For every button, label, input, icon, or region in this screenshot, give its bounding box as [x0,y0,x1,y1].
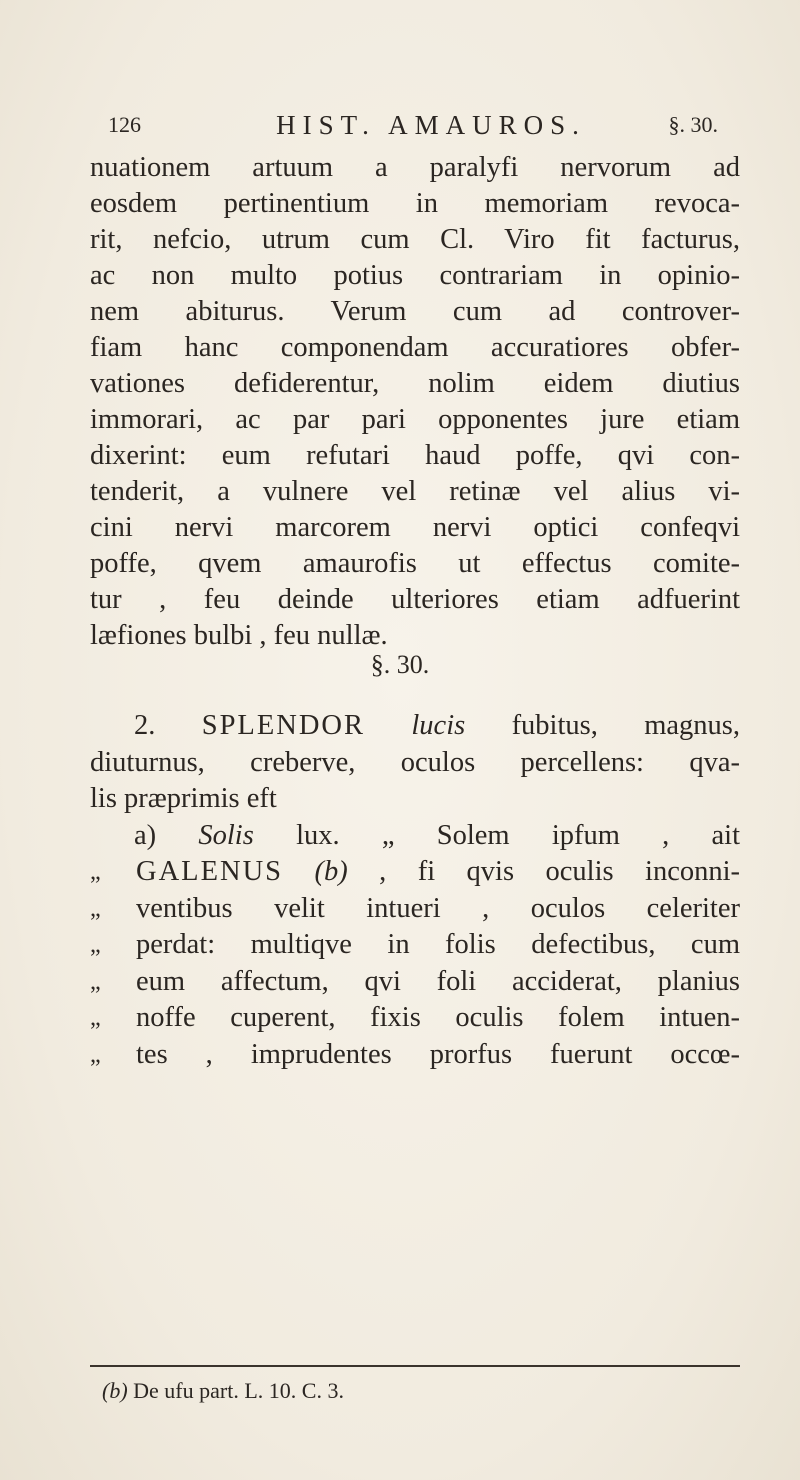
page-number: 126 [108,112,141,137]
quote-mark: „ [90,1041,101,1068]
text-line: eosdem pertinentium in memoriam revoca- [90,188,740,219]
quote-mark: „ [90,895,101,922]
quoted-line [90,1037,740,1074]
quote-mark: „ [90,932,101,958]
text-line: lis præprimis eft [90,783,277,814]
text-fragment: fubitus, magnus, [511,710,740,741]
text-fragment: , fi qvis oculis inconni- [379,856,741,887]
quoted-line [90,891,740,928]
text-line: tur , feu deinde ulteriores etiam adfuerint [90,584,740,615]
quote-mark: „ [90,1005,101,1031]
item-number: 2. [134,710,156,741]
author-name: GALENUS [136,856,283,887]
text-line: fiam hanc componendam accuratiores obfer- [90,332,740,363]
text-line [90,818,740,855]
quoted-text: perdat: multiqve in folis defectibus, cum [136,929,740,960]
quoted-text: ventibus velit intueri , oculos celeriter [136,892,740,924]
footnote-text: De ufu part. L. 10. C. 3. [133,1378,344,1403]
text-line: ac non multo potius contrariam in opinio- [90,260,740,291]
keyword-italic: lucis [411,710,466,741]
quoted-line [90,964,740,1001]
keyword-smallcaps: SPLENDOR [201,710,366,741]
header-section-number: §. 30. [668,112,718,137]
quoted-line [90,854,740,891]
text-line: rit, nefcio, utrum cum Cl. Viro fit facturus, [90,224,740,255]
footnote-divider [90,1365,740,1367]
text-line: dixerint: eum refutari haud poffe, qvi con- [90,440,740,471]
text-line [90,708,740,745]
text-line: diuturnus, creberve, oculos percellens: qva- [90,746,740,778]
text-line: nuationem artuum a paralyfi nervorum ad [90,152,740,183]
italic-word: Solis [198,819,254,851]
footnote [102,1378,344,1404]
running-title: HIST. AMAUROS. [276,110,586,140]
text-line: vationes defiderentur, nolim eidem diutius [90,368,740,399]
running-header [108,106,718,146]
text-line: nem abiturus. Verum cum ad controver- [90,296,740,327]
text-line: cini nervi marcorem nervi optici confeqvi [90,512,740,543]
text-line: tenderit, a vulnere vel retinæ vel alius vi- [90,476,740,507]
footnote-reference: (b) [314,856,348,887]
text-line: læfiones bulbi , feu nullæ. [90,620,388,651]
quote-mark: „ [90,859,101,885]
quoted-text: eum affectum, qvi foli acciderat, planius [136,965,740,997]
quoted-text: noffe cuperent, fixis oculis folem intuen- [136,1002,740,1033]
text-line: poffe, qvem amaurofis ut effectus comite- [90,548,740,579]
footnote-marker: (b) [102,1378,128,1403]
quoted-text [136,854,740,891]
quoted-line [90,927,740,964]
quote-mark: „ [90,968,101,995]
section-heading: §. 30. [370,650,430,679]
paragraph-1 [90,150,740,654]
quoted-text: tes , imprudentes prorfus fuerunt occœ- [136,1038,740,1070]
quoted-line [90,1000,740,1037]
text-line: immorari, ac par pari opponentes jure etiam [90,404,740,435]
text-fragment: lux. „ Solem ipfum , ait [296,819,741,851]
sub-item-label: a) [134,819,157,851]
paragraph-2 [90,708,740,1073]
